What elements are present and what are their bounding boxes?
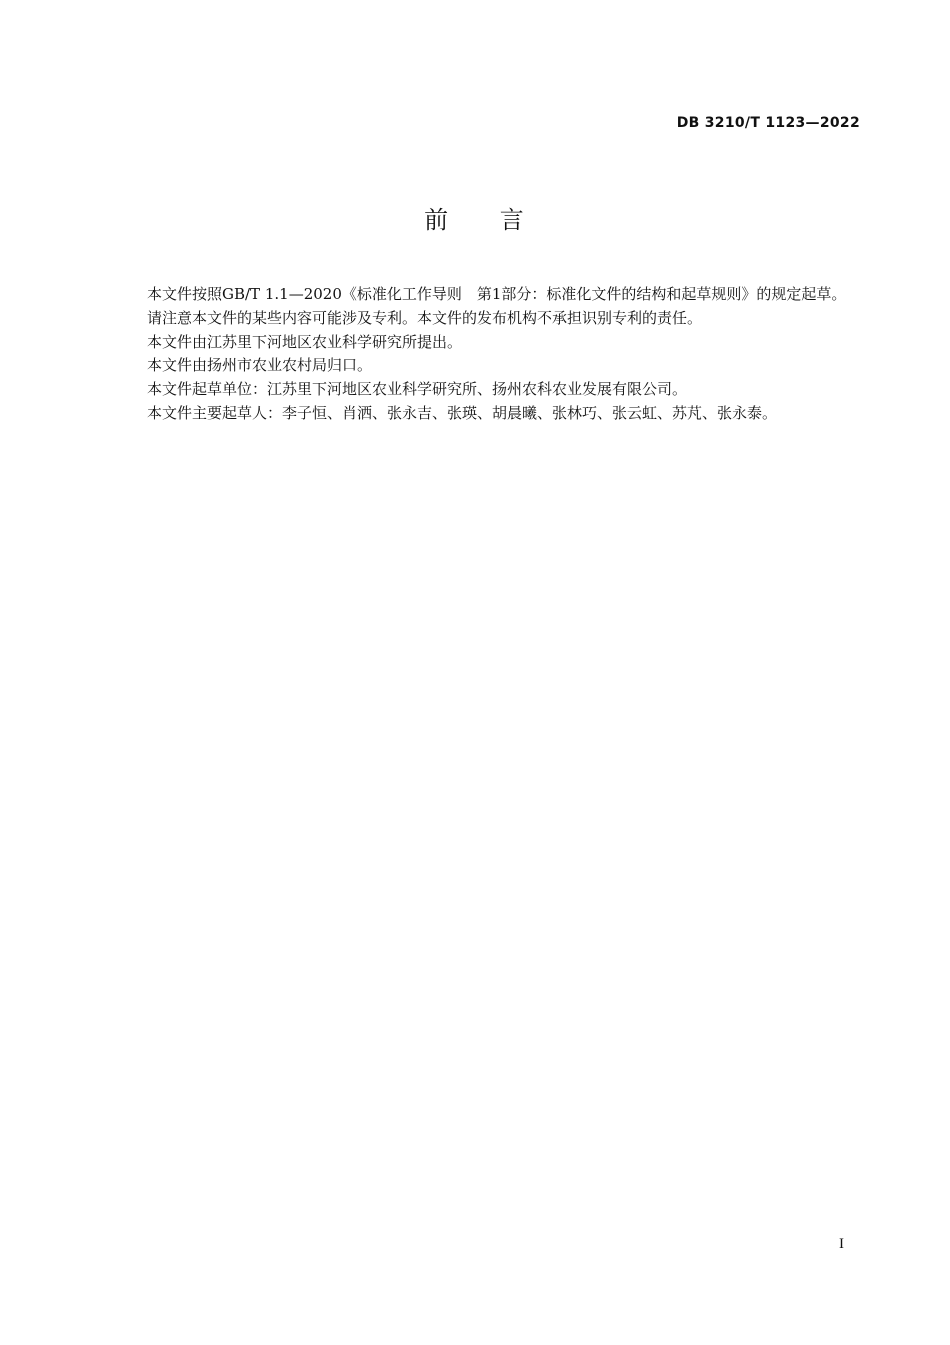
- document-code: DB 3210/T 1123—2022: [676, 115, 860, 131]
- paragraph-proposer: 本文件由江苏里下河地区农业科学研究所提出。: [147, 332, 463, 351]
- paragraph-patent-notice: 请注意本文件的某些内容可能涉及专利。本文件的发布机构不承担识别专利的责任。: [147, 308, 703, 327]
- paragraph-drafting-rules: 本文件按照GB/T 1.1—2020《标准化工作导则 第1部分：标准化文件的结构和起草规则》的规定起草。: [147, 285, 847, 303]
- page-number: I: [839, 1236, 844, 1252]
- section-heading: 前 言: [424, 206, 526, 234]
- paragraph-administrator: 本文件由扬州市农业农村局归口。: [147, 356, 373, 375]
- paragraph-drafters: 本文件主要起草人：李子恒、肖洒、张永吉、张瑛、胡晨曦、张林巧、张云虹、苏芃、张永泰。: [147, 403, 778, 422]
- paragraph-drafting-units: 本文件起草单位：江苏里下河地区农业科学研究所、扬州农科农业发展有限公司。: [147, 380, 688, 399]
- preface-body: [113, 283, 861, 426]
